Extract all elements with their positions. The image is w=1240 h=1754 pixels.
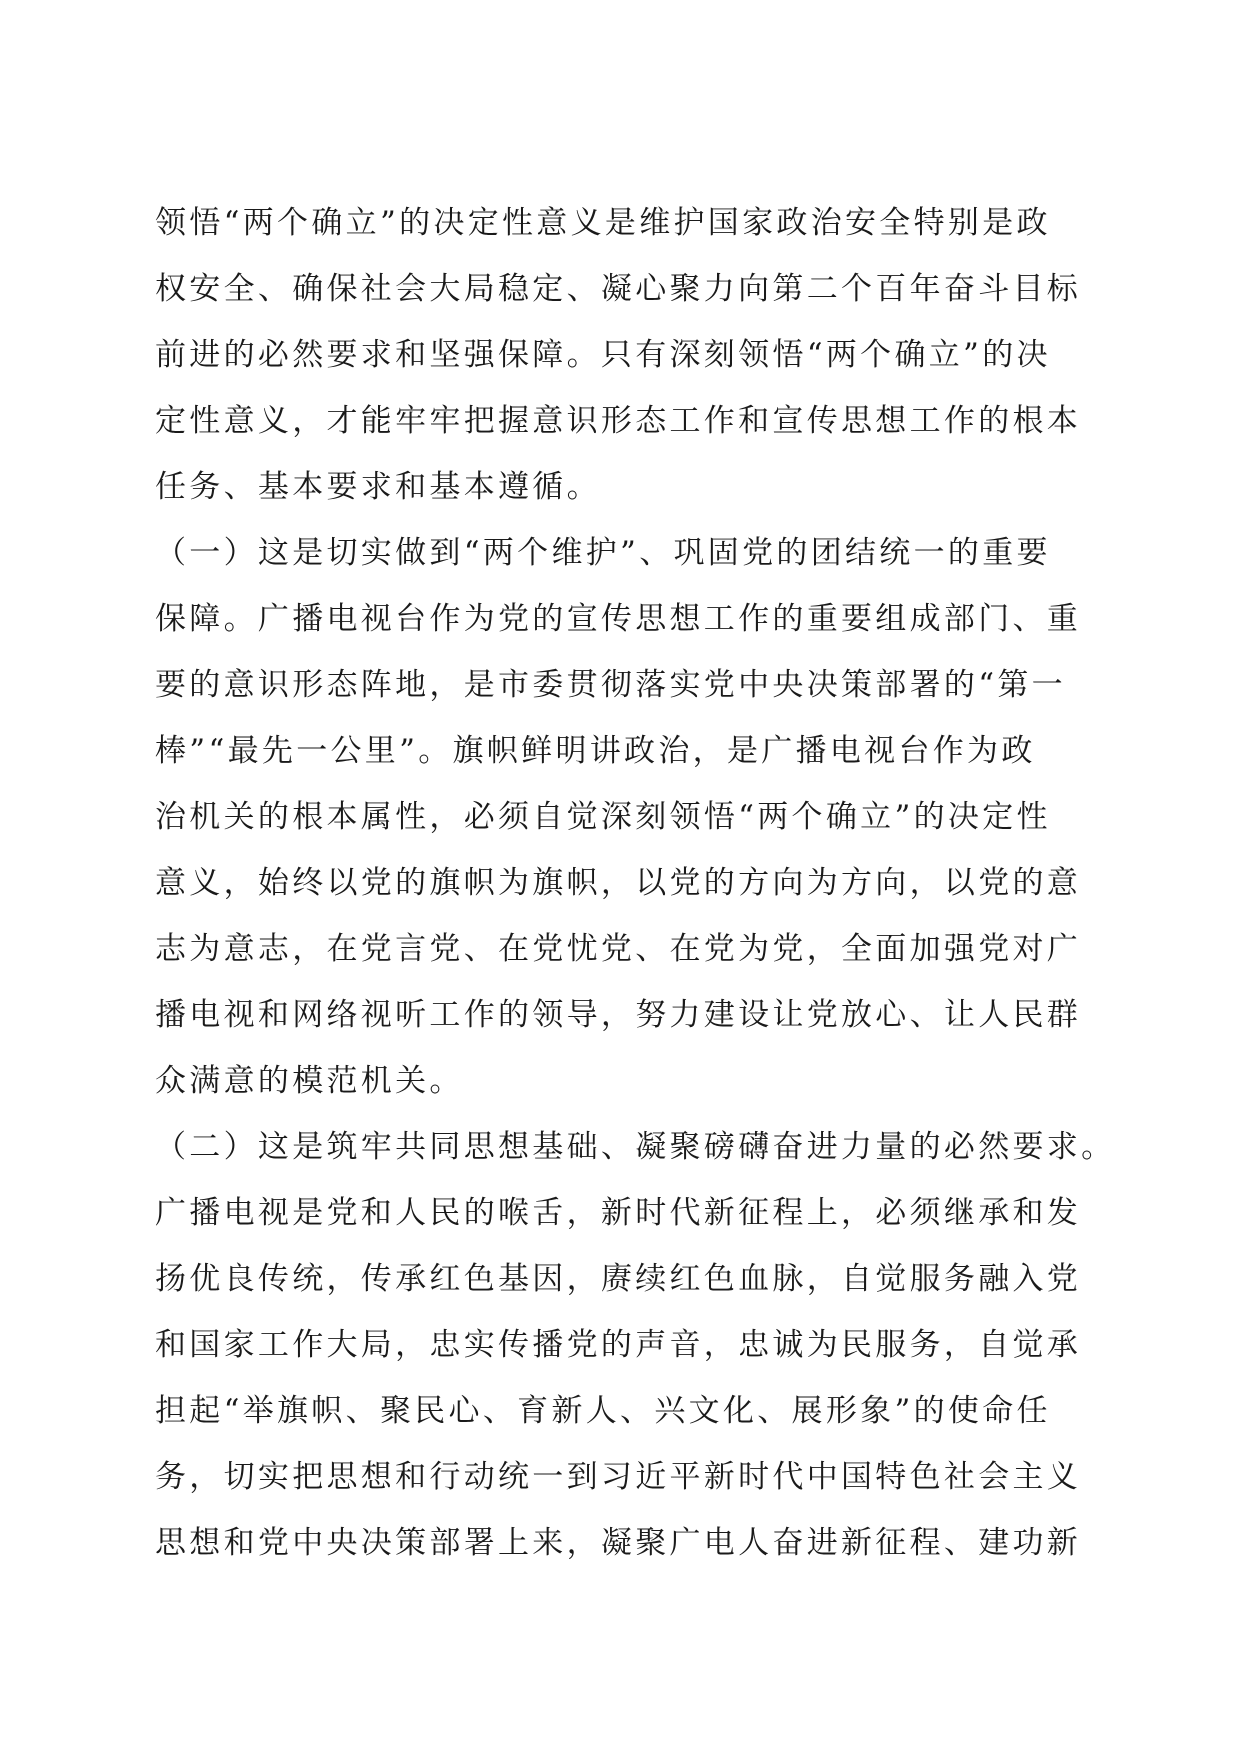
text-line: 意义，始终以党的旗帜为旗帜，以党的方向为方向，以党的意 [155, 865, 1082, 901]
text-line: 和国家工作大局，忠实传播党的声音，忠诚为民服务，自觉承 [155, 1327, 1082, 1363]
text-line: 扬优良传统，传承红色基因，赓续红色血脉，自觉服务融入党 [155, 1261, 1082, 1297]
section-heading-2: （二）这是筑牢共同思想基础、凝聚磅礴奋进力量的必然要求。 [155, 1129, 1116, 1165]
body-text [155, 190, 1116, 1576]
text-line: 务，切实把思想和行动统一到习近平新时代中国特色社会主义 [155, 1459, 1082, 1495]
text-line: 担起“举旗帜、聚民心、育新人、兴文化、展形象”的使命任 [155, 1393, 1051, 1429]
section-heading-1: （一）这是切实做到“两个维护”、巩固党的团结统一的重要 [155, 535, 1051, 571]
text-line: 播电视和网络视听工作的领导，努力建设让党放心、让人民群 [155, 997, 1082, 1033]
text-line: 权安全、确保社会大局稳定、凝心聚力向第二个百年奋斗目标 [155, 271, 1082, 307]
text-line: 棒”“最先一公里”。旗帜鲜明讲政治，是广播电视台作为政 [155, 733, 1036, 769]
text-line: 定性意义，才能牢牢把握意识形态工作和宣传思想工作的根本 [155, 403, 1082, 439]
text-line: 广播电视是党和人民的喉舌，新时代新征程上，必须继承和发 [155, 1195, 1082, 1231]
text-line: 前进的必然要求和坚强保障。只有深刻领悟“两个确立”的决 [155, 337, 1051, 373]
text-line: 志为意志，在党言党、在党忧党、在党为党，全面加强党对广 [155, 931, 1082, 967]
text-line: 治机关的根本属性，必须自觉深刻领悟“两个确立”的决定性 [155, 799, 1051, 835]
text-line: 任务、基本要求和基本遵循。 [155, 469, 601, 505]
text-line: 要的意识形态阵地，是市委贯彻落实党中央决策部署的“第一 [155, 667, 1066, 703]
text-line: 领悟“两个确立”的决定性意义是维护国家政治安全特别是政 [155, 205, 1051, 241]
text-line: 保障。广播电视台作为党的宣传思想工作的重要组成部门、重 [155, 601, 1082, 637]
text-line: 思想和党中央决策部署上来，凝聚广电人奋进新征程、建功新 [155, 1525, 1082, 1561]
text-line: 众满意的模范机关。 [155, 1063, 464, 1099]
